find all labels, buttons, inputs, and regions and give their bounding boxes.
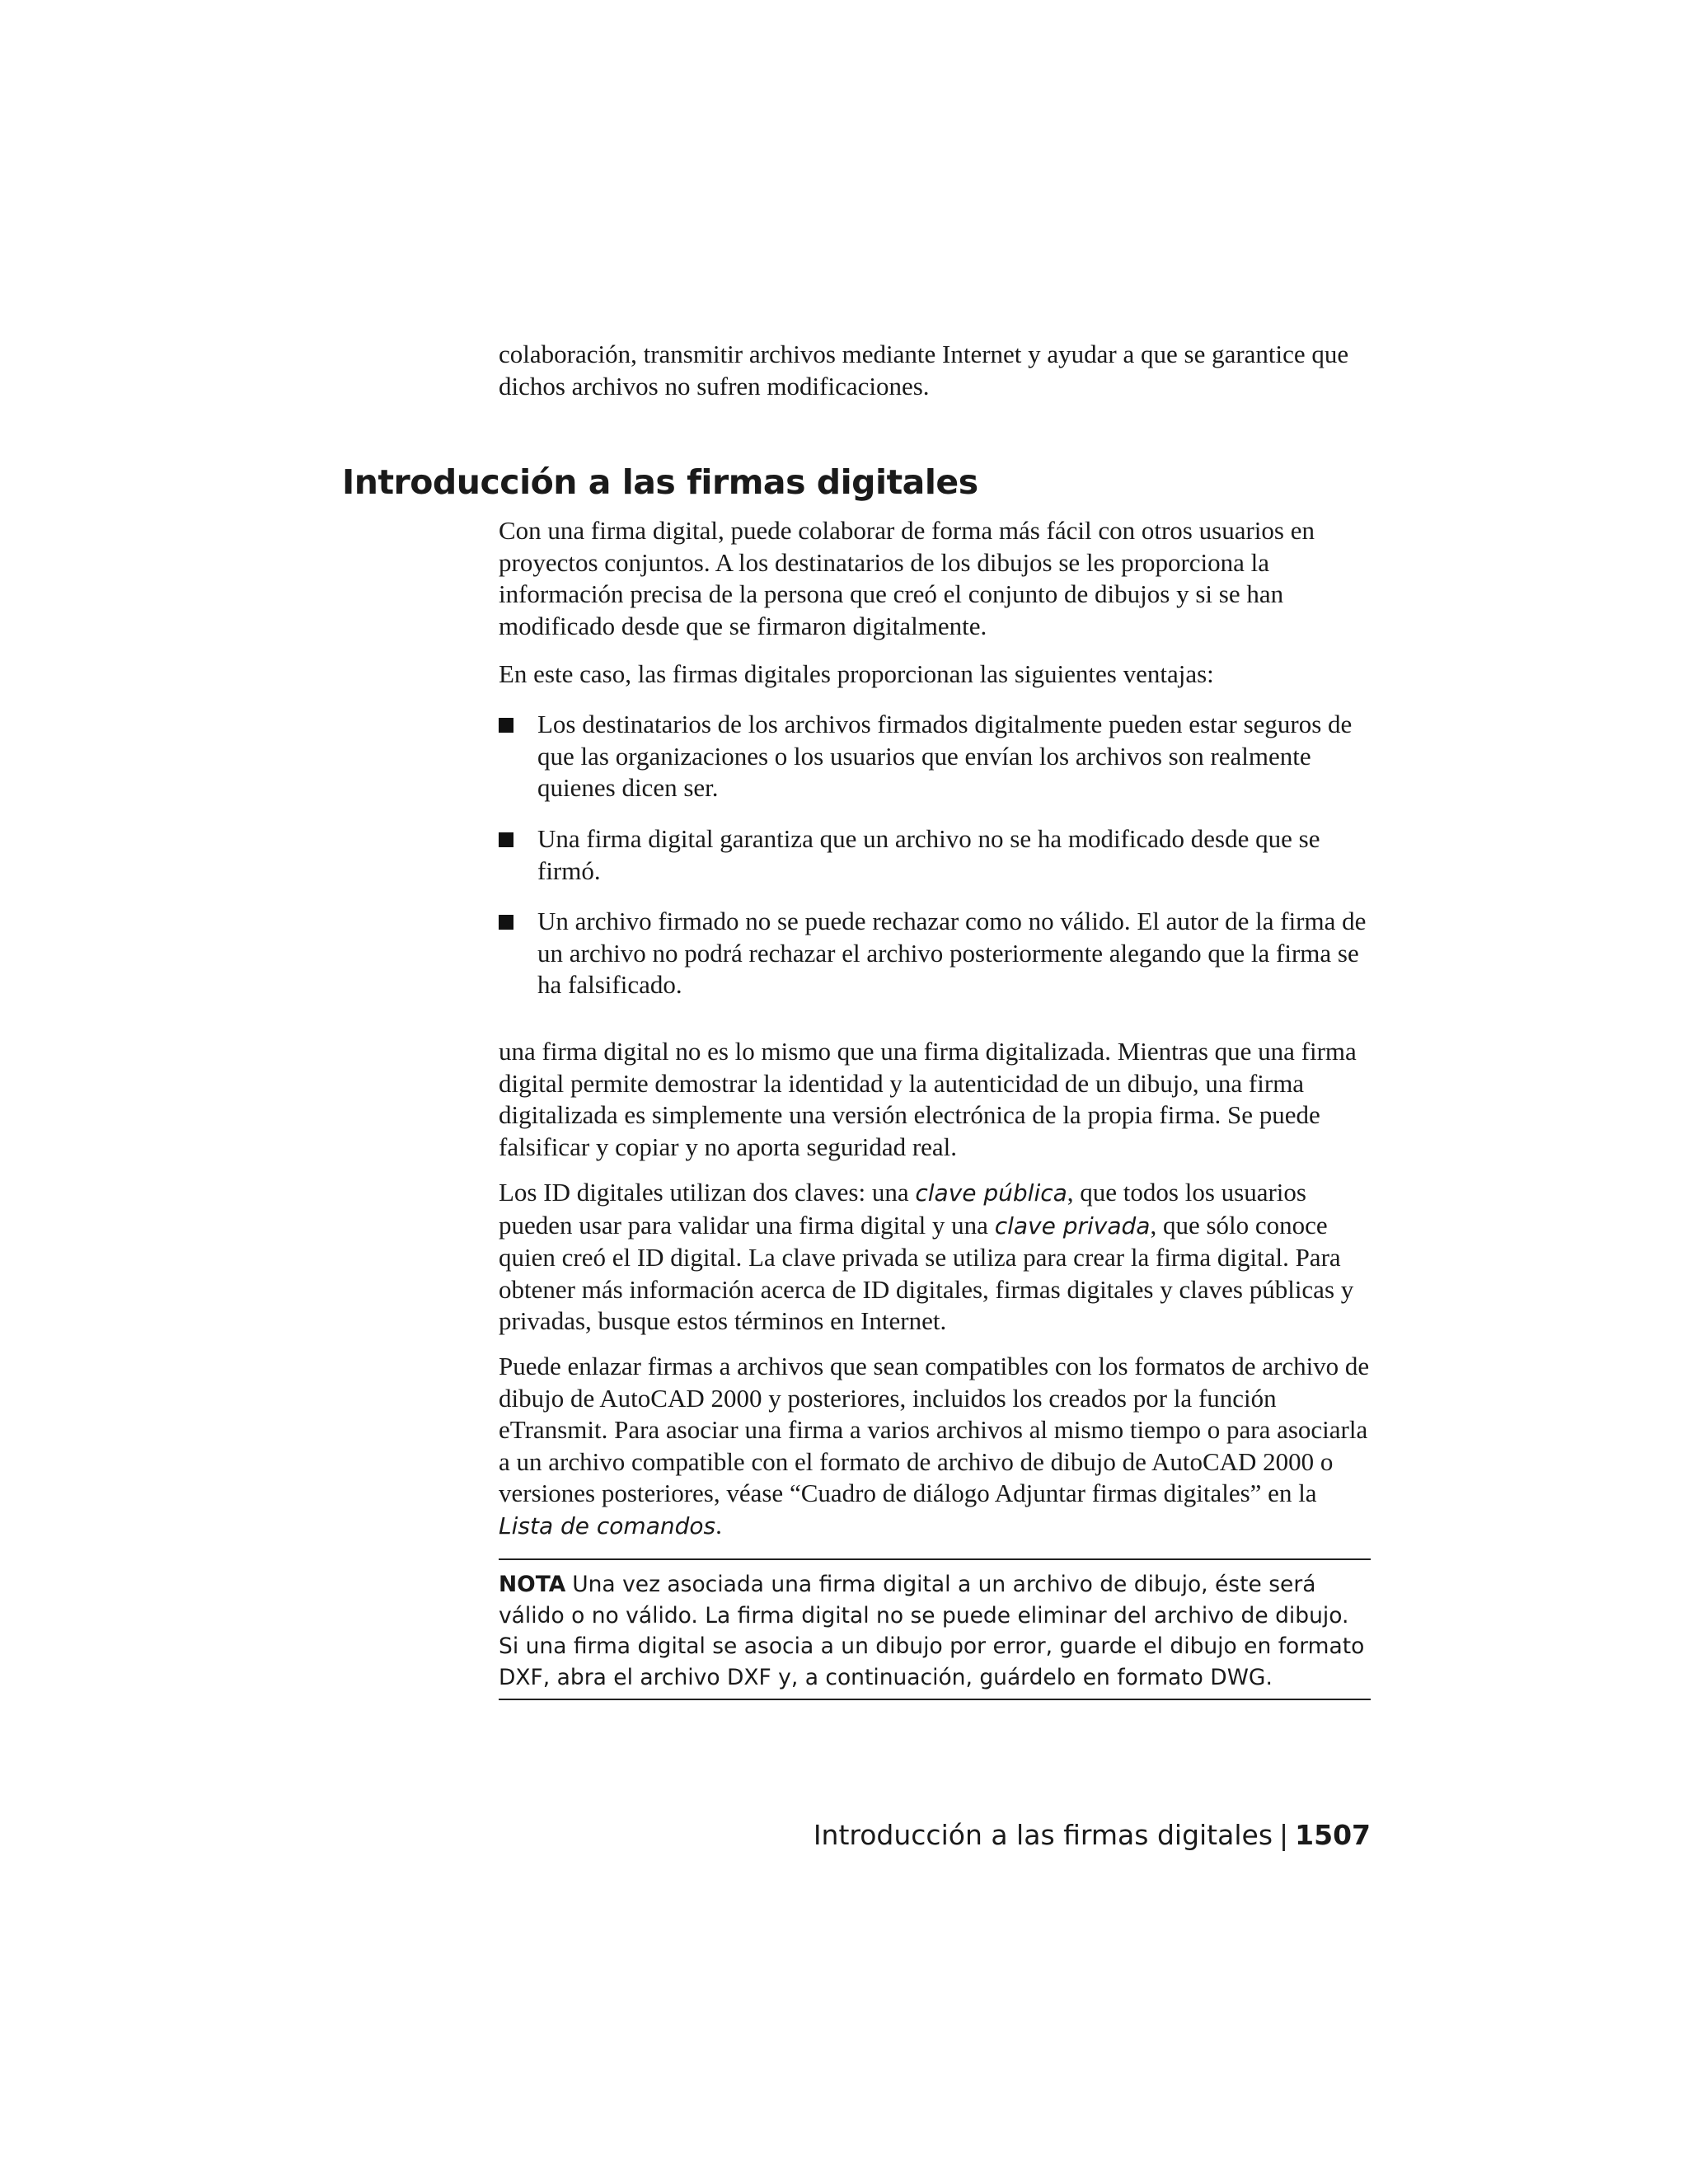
paragraph-2-text: En este caso, las firmas digitales proporcionan las siguientes ventajas: [499,659,1214,688]
square-bullet-icon [499,832,513,847]
term-clave-privada: clave privada [994,1212,1151,1240]
page-footer [814,1819,1371,1852]
paragraph-4-part-2: , que todos los usuarios pueden usar para validar una firma digital y una [499,1178,1306,1240]
paragraph-4-part-1: Los ID digitales utilizan dos claves: una [499,1178,916,1207]
page-number: 1507 [1295,1819,1371,1851]
section-heading: Introducción a las firmas digitales [342,462,978,502]
list-item [499,823,1371,887]
note-label: NOTA [499,1572,566,1597]
note-box [499,1558,1371,1700]
footer-separator: | [1279,1819,1289,1851]
paragraph-3 [499,1036,1371,1163]
term-clave-publica: clave pública [915,1179,1067,1207]
list-item-text: Un archivo firmado no se puede rechazar como no válido. El autor de la firma de un archivo no podrá rechazar el archivo posteriormente alegando que la firma se ha falsificado. [537,907,1367,999]
reference-lista-de-comandos: Lista de comandos [499,1511,716,1540]
paragraph-5-part-2: . [715,1510,722,1540]
paragraph-4 [499,1177,1371,1338]
square-bullet-icon [499,718,513,733]
paragraph-5-part-1: Puede enlazar firmas a archivos que sean compatibles con los formatos de archivo de dibujo de AutoCAD 2000 y posteriores, incluidos los creados por la función eTransmit. Para asociar una firma a varios archivos al mismo tiempo o para asociarla a un archivo compatible con el formato de archivo de dibujo de AutoCAD 2000 o versiones posteriores, véase “Cuadro de diálogo Adjuntar firmas digitales” en la [499,1352,1370,1507]
paragraph-4-part-3: , que sólo conoce quien creó el ID digital. La clave privada se utiliza para crear la firma digital. Para obtener más información acerca de ID digitales, firmas digitales y claves públicas y privadas, busque estos términos en Internet. [499,1210,1354,1335]
intro-text: colaboración, transmitir archivos mediante Internet y ayudar a que se garantice que dichos archivos no sufren modificaciones. [499,340,1349,401]
paragraph-1-text: Con una firma digital, puede colaborar de forma más fácil con otros usuarios en proyectos conjuntos. A los destinatarios de los dibujos se les proporciona la información precisa de la persona que creó el conjunto de dibujos y si se han modificado desde que se firmaron digitalmente. [499,516,1315,640]
note-body: Una vez asociada una firma digital a un archivo de dibujo, éste será válido o no válido. La firma digital no se puede eliminar del archivo de dibujo. Si una firma digital se asocia a un dibujo por error, guarde el dibujo en formato DXF, abra el archivo DXF y, a continuación, guárdelo en formato DWG. [499,1572,1365,1690]
paragraph-1 [499,515,1371,642]
intro-paragraph [499,339,1371,402]
list-item [499,906,1371,1001]
list-item [499,709,1371,804]
paragraph-5-text [499,1351,1371,1542]
footer-title: Introducción a las firmas digitales [813,1819,1273,1851]
paragraph-5 [499,1351,1371,1542]
list-item-text: Los destinatarios de los archivos firmados digitalmente pueden estar seguros de que las organizaciones o los usuarios que envían los archivos son realmente quienes dicen ser. [537,710,1353,802]
note-text [499,1569,1371,1693]
paragraph-2 [499,658,1371,691]
paragraph-3-text: una firma digital no es lo mismo que una firma digitalizada. Mientras que una firma digital permite demostrar la identidad y la autenticidad de un dibujo, una firma digitalizada es simplemente una versión electrónica de la propia firma. Se puede falsificar y copiar y no aporta seguridad real. [499,1037,1357,1161]
square-bullet-icon [499,915,513,930]
paragraph-4-text [499,1177,1371,1338]
list-item-text: Una firma digital garantiza que un archivo no se ha modificado desde que se firmó. [537,824,1320,885]
